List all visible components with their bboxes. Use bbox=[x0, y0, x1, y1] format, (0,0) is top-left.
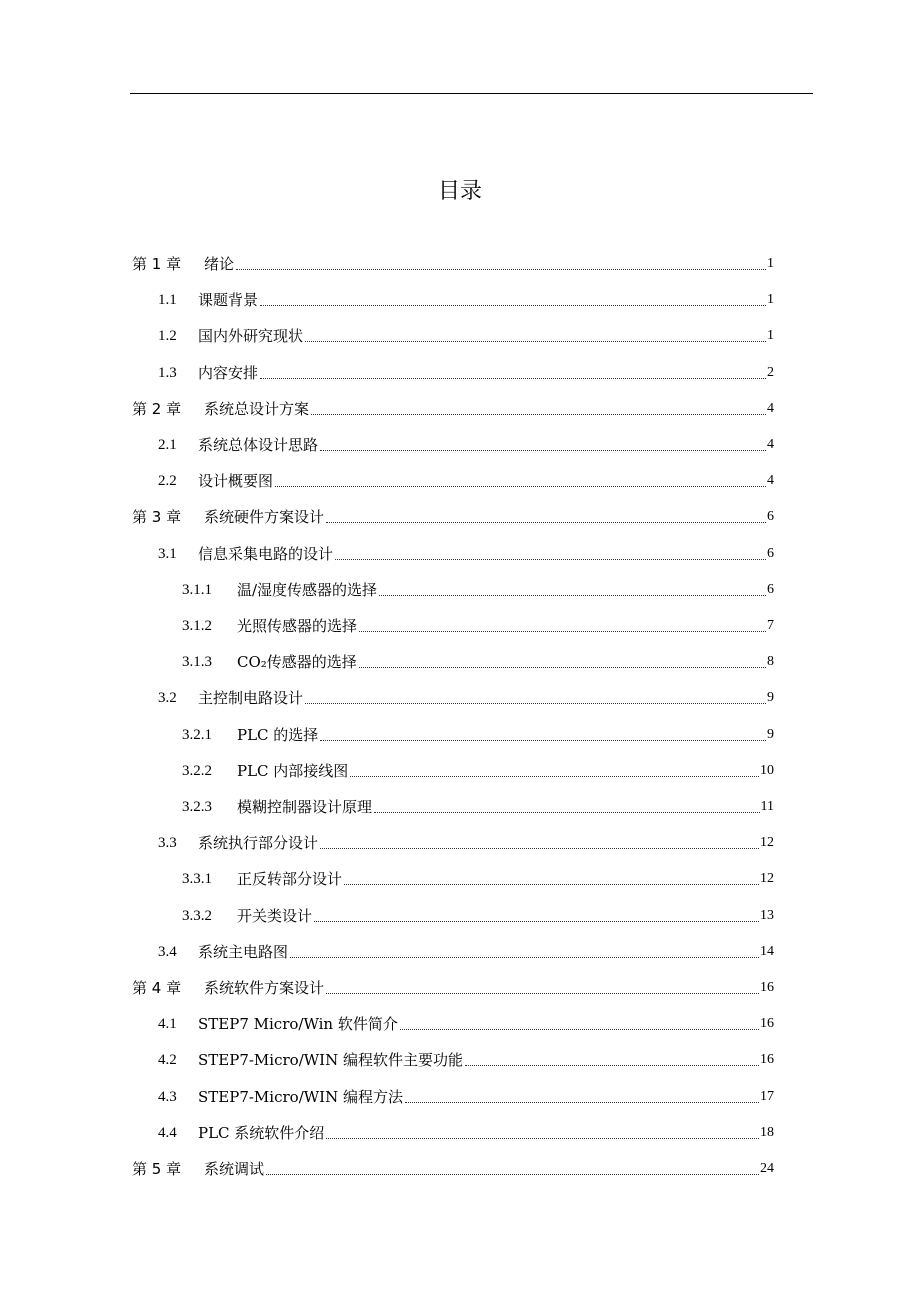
toc-entry-number: 1.3 bbox=[158, 365, 177, 381]
toc-entry[interactable] bbox=[182, 795, 774, 819]
toc-entry[interactable] bbox=[182, 650, 774, 674]
toc-dot-leader bbox=[326, 1138, 759, 1139]
toc-entry-page: 12 bbox=[760, 835, 774, 850]
toc-entry-page: 1 bbox=[767, 256, 774, 271]
toc-entry-number: 2.2 bbox=[158, 473, 177, 489]
page-title: 目录 bbox=[437, 179, 482, 204]
toc-entry-page: 9 bbox=[767, 727, 774, 742]
toc-dot-leader bbox=[305, 703, 766, 704]
toc-entry-title: 系统调试 bbox=[204, 1160, 265, 1178]
toc-dot-leader bbox=[236, 269, 766, 270]
toc-entry-number: 4.1 bbox=[158, 1016, 177, 1032]
toc-entry[interactable] bbox=[158, 686, 774, 710]
toc-dot-leader bbox=[311, 414, 766, 415]
toc-dot-leader bbox=[260, 378, 766, 379]
toc-entry-number: 1.2 bbox=[158, 328, 177, 344]
toc-entry[interactable] bbox=[158, 940, 774, 964]
toc-entry[interactable] bbox=[182, 867, 774, 891]
toc-entry-title: STEP7-Micro/WIN 编程软件主要功能 bbox=[198, 1051, 463, 1069]
toc-entry[interactable] bbox=[132, 397, 774, 421]
toc-entry-title: 正反转部分设计 bbox=[237, 870, 343, 888]
toc-entry[interactable] bbox=[182, 759, 774, 783]
toc-entry-number: 3.1 bbox=[158, 546, 177, 562]
toc-dot-leader bbox=[350, 776, 759, 777]
toc-dot-leader bbox=[335, 559, 766, 560]
toc-entry-number: 3.2.2 bbox=[182, 763, 212, 779]
toc-entry-page: 17 bbox=[760, 1089, 774, 1104]
toc-entry-page: 4 bbox=[767, 437, 774, 452]
toc-entry[interactable] bbox=[158, 288, 774, 312]
toc-entry-title: 光照传感器的选择 bbox=[237, 617, 358, 635]
toc-dot-leader bbox=[374, 812, 760, 813]
toc-entry-title: 温/湿度传感器的选择 bbox=[237, 581, 378, 599]
toc-entry[interactable] bbox=[158, 542, 774, 566]
toc-dot-leader bbox=[344, 884, 759, 885]
toc-entry-number: 第 1 章 bbox=[132, 255, 182, 273]
toc-entry-title: PLC 系统软件介绍 bbox=[198, 1124, 325, 1142]
toc-entry[interactable] bbox=[158, 1121, 774, 1145]
toc-entry-page: 16 bbox=[760, 980, 774, 995]
toc-entry-title: STEP7 Micro/Win 软件简介 bbox=[198, 1015, 398, 1033]
toc-dot-leader bbox=[266, 1174, 759, 1175]
toc-dot-leader bbox=[320, 848, 759, 849]
toc-entry-number: 第 4 章 bbox=[132, 979, 182, 997]
toc-dot-leader bbox=[400, 1029, 759, 1030]
toc-entry-title: 系统总体设计思路 bbox=[198, 436, 319, 454]
toc-entry-title: 课题背景 bbox=[198, 291, 259, 309]
toc-entry[interactable] bbox=[158, 469, 774, 493]
toc-entry-title: 内容安排 bbox=[198, 364, 259, 382]
toc-entry[interactable] bbox=[182, 614, 774, 638]
toc-entry-page: 8 bbox=[767, 654, 774, 669]
toc-dot-leader bbox=[405, 1102, 759, 1103]
toc-entry[interactable] bbox=[132, 976, 774, 1000]
toc-entry-number: 3.1.1 bbox=[182, 582, 212, 598]
toc-entry-page: 24 bbox=[760, 1161, 774, 1176]
toc-entry-page: 6 bbox=[767, 582, 774, 597]
toc-entry-title: PLC 的选择 bbox=[237, 726, 319, 744]
toc-entry-number: 第 5 章 bbox=[132, 1160, 182, 1178]
toc-entry-number: 第 3 章 bbox=[132, 508, 182, 526]
toc-entry[interactable] bbox=[132, 505, 774, 529]
toc-entry-title: 主控制电路设计 bbox=[198, 689, 304, 707]
toc-entry-page: 9 bbox=[767, 690, 774, 705]
toc-entry-title: 系统软件方案设计 bbox=[204, 979, 325, 997]
toc-entry[interactable] bbox=[158, 831, 774, 855]
toc-entry-number: 4.3 bbox=[158, 1089, 177, 1105]
toc-entry-title: 系统主电路图 bbox=[198, 943, 289, 961]
toc-entry-number: 2.1 bbox=[158, 437, 177, 453]
toc-entry[interactable] bbox=[158, 1048, 774, 1072]
toc-entry-page: 2 bbox=[767, 365, 774, 380]
toc-entry-number: 3.3 bbox=[158, 835, 177, 851]
toc-entry-title: 绪论 bbox=[204, 255, 235, 273]
toc-dot-leader bbox=[290, 957, 759, 958]
toc-entry-page: 7 bbox=[767, 618, 774, 633]
toc-entry[interactable] bbox=[182, 723, 774, 747]
toc-entry-title: PLC 内部接线图 bbox=[237, 762, 349, 780]
toc-entry[interactable] bbox=[182, 904, 774, 928]
toc-entry[interactable] bbox=[132, 1157, 774, 1181]
toc-entry-page: 16 bbox=[760, 1016, 774, 1031]
toc-entry-number: 第 2 章 bbox=[132, 400, 182, 418]
toc-dot-leader bbox=[320, 740, 766, 741]
toc-entry-page: 10 bbox=[760, 763, 774, 778]
toc-entry[interactable] bbox=[158, 324, 774, 348]
toc-entry-title: 信息采集电路的设计 bbox=[198, 545, 334, 563]
toc-entry-page: 1 bbox=[767, 292, 774, 307]
toc-entry-number: 4.4 bbox=[158, 1125, 177, 1141]
toc-entry[interactable] bbox=[158, 433, 774, 457]
toc-entry-number: 3.1.2 bbox=[182, 618, 212, 634]
toc-entry-number: 3.2.1 bbox=[182, 727, 212, 743]
toc-dot-leader bbox=[260, 305, 766, 306]
toc-entry-title: 国内外研究现状 bbox=[198, 327, 304, 345]
toc-entry-title: 系统执行部分设计 bbox=[198, 834, 319, 852]
toc-entry[interactable] bbox=[158, 1012, 774, 1036]
toc-entry-number: 3.2.3 bbox=[182, 799, 212, 815]
toc-entry-number: 3.4 bbox=[158, 944, 177, 960]
toc-dot-leader bbox=[326, 522, 766, 523]
toc-entry-page: 6 bbox=[767, 546, 774, 561]
toc-entry[interactable] bbox=[132, 252, 774, 276]
toc-entry-page: 6 bbox=[767, 509, 774, 524]
toc-dot-leader bbox=[326, 993, 759, 994]
toc-entry-number: 3.1.3 bbox=[182, 654, 212, 670]
toc-entry-page: 13 bbox=[760, 908, 774, 923]
toc-entry-number: 1.1 bbox=[158, 292, 177, 308]
toc-dot-leader bbox=[275, 486, 766, 487]
toc-entry-page: 12 bbox=[760, 871, 774, 886]
toc-entry[interactable] bbox=[182, 578, 774, 602]
toc-entry-title: 模糊控制器设计原理 bbox=[237, 798, 373, 816]
toc-entry-number: 3.3.2 bbox=[182, 908, 212, 924]
toc-entry-title: 设计概要图 bbox=[198, 472, 274, 490]
toc-dot-leader bbox=[314, 921, 759, 922]
toc-dot-leader bbox=[359, 631, 766, 632]
toc-entry-number: 3.3.1 bbox=[182, 871, 212, 887]
toc-entry-page: 4 bbox=[767, 401, 774, 416]
toc-dot-leader bbox=[320, 450, 766, 451]
toc-dot-leader bbox=[465, 1065, 759, 1066]
toc-entry[interactable] bbox=[158, 1085, 774, 1109]
toc-entry-page: 14 bbox=[760, 944, 774, 959]
toc-entry-page: 1 bbox=[767, 328, 774, 343]
toc-entry-title: 系统总设计方案 bbox=[204, 400, 310, 418]
toc-entry-page: 11 bbox=[760, 799, 774, 814]
toc-entry-page: 16 bbox=[760, 1052, 774, 1067]
toc-entry-page: 4 bbox=[767, 473, 774, 488]
toc-dot-leader bbox=[359, 667, 766, 668]
toc-entry-number: 4.2 bbox=[158, 1052, 177, 1068]
toc-entry[interactable] bbox=[158, 361, 774, 385]
toc-entry-title: STEP7-Micro/WIN 编程方法 bbox=[198, 1088, 403, 1106]
toc-entry-title: 开关类设计 bbox=[237, 907, 313, 925]
toc-entry-title: CO₂传感器的选择 bbox=[237, 653, 357, 671]
toc-entry-number: 3.2 bbox=[158, 690, 177, 706]
toc-entry-title: 系统硬件方案设计 bbox=[204, 508, 325, 526]
toc-dot-leader bbox=[305, 341, 766, 342]
toc-dot-leader bbox=[379, 595, 766, 596]
toc-entry-page: 18 bbox=[760, 1125, 774, 1140]
header-rule bbox=[130, 93, 813, 94]
